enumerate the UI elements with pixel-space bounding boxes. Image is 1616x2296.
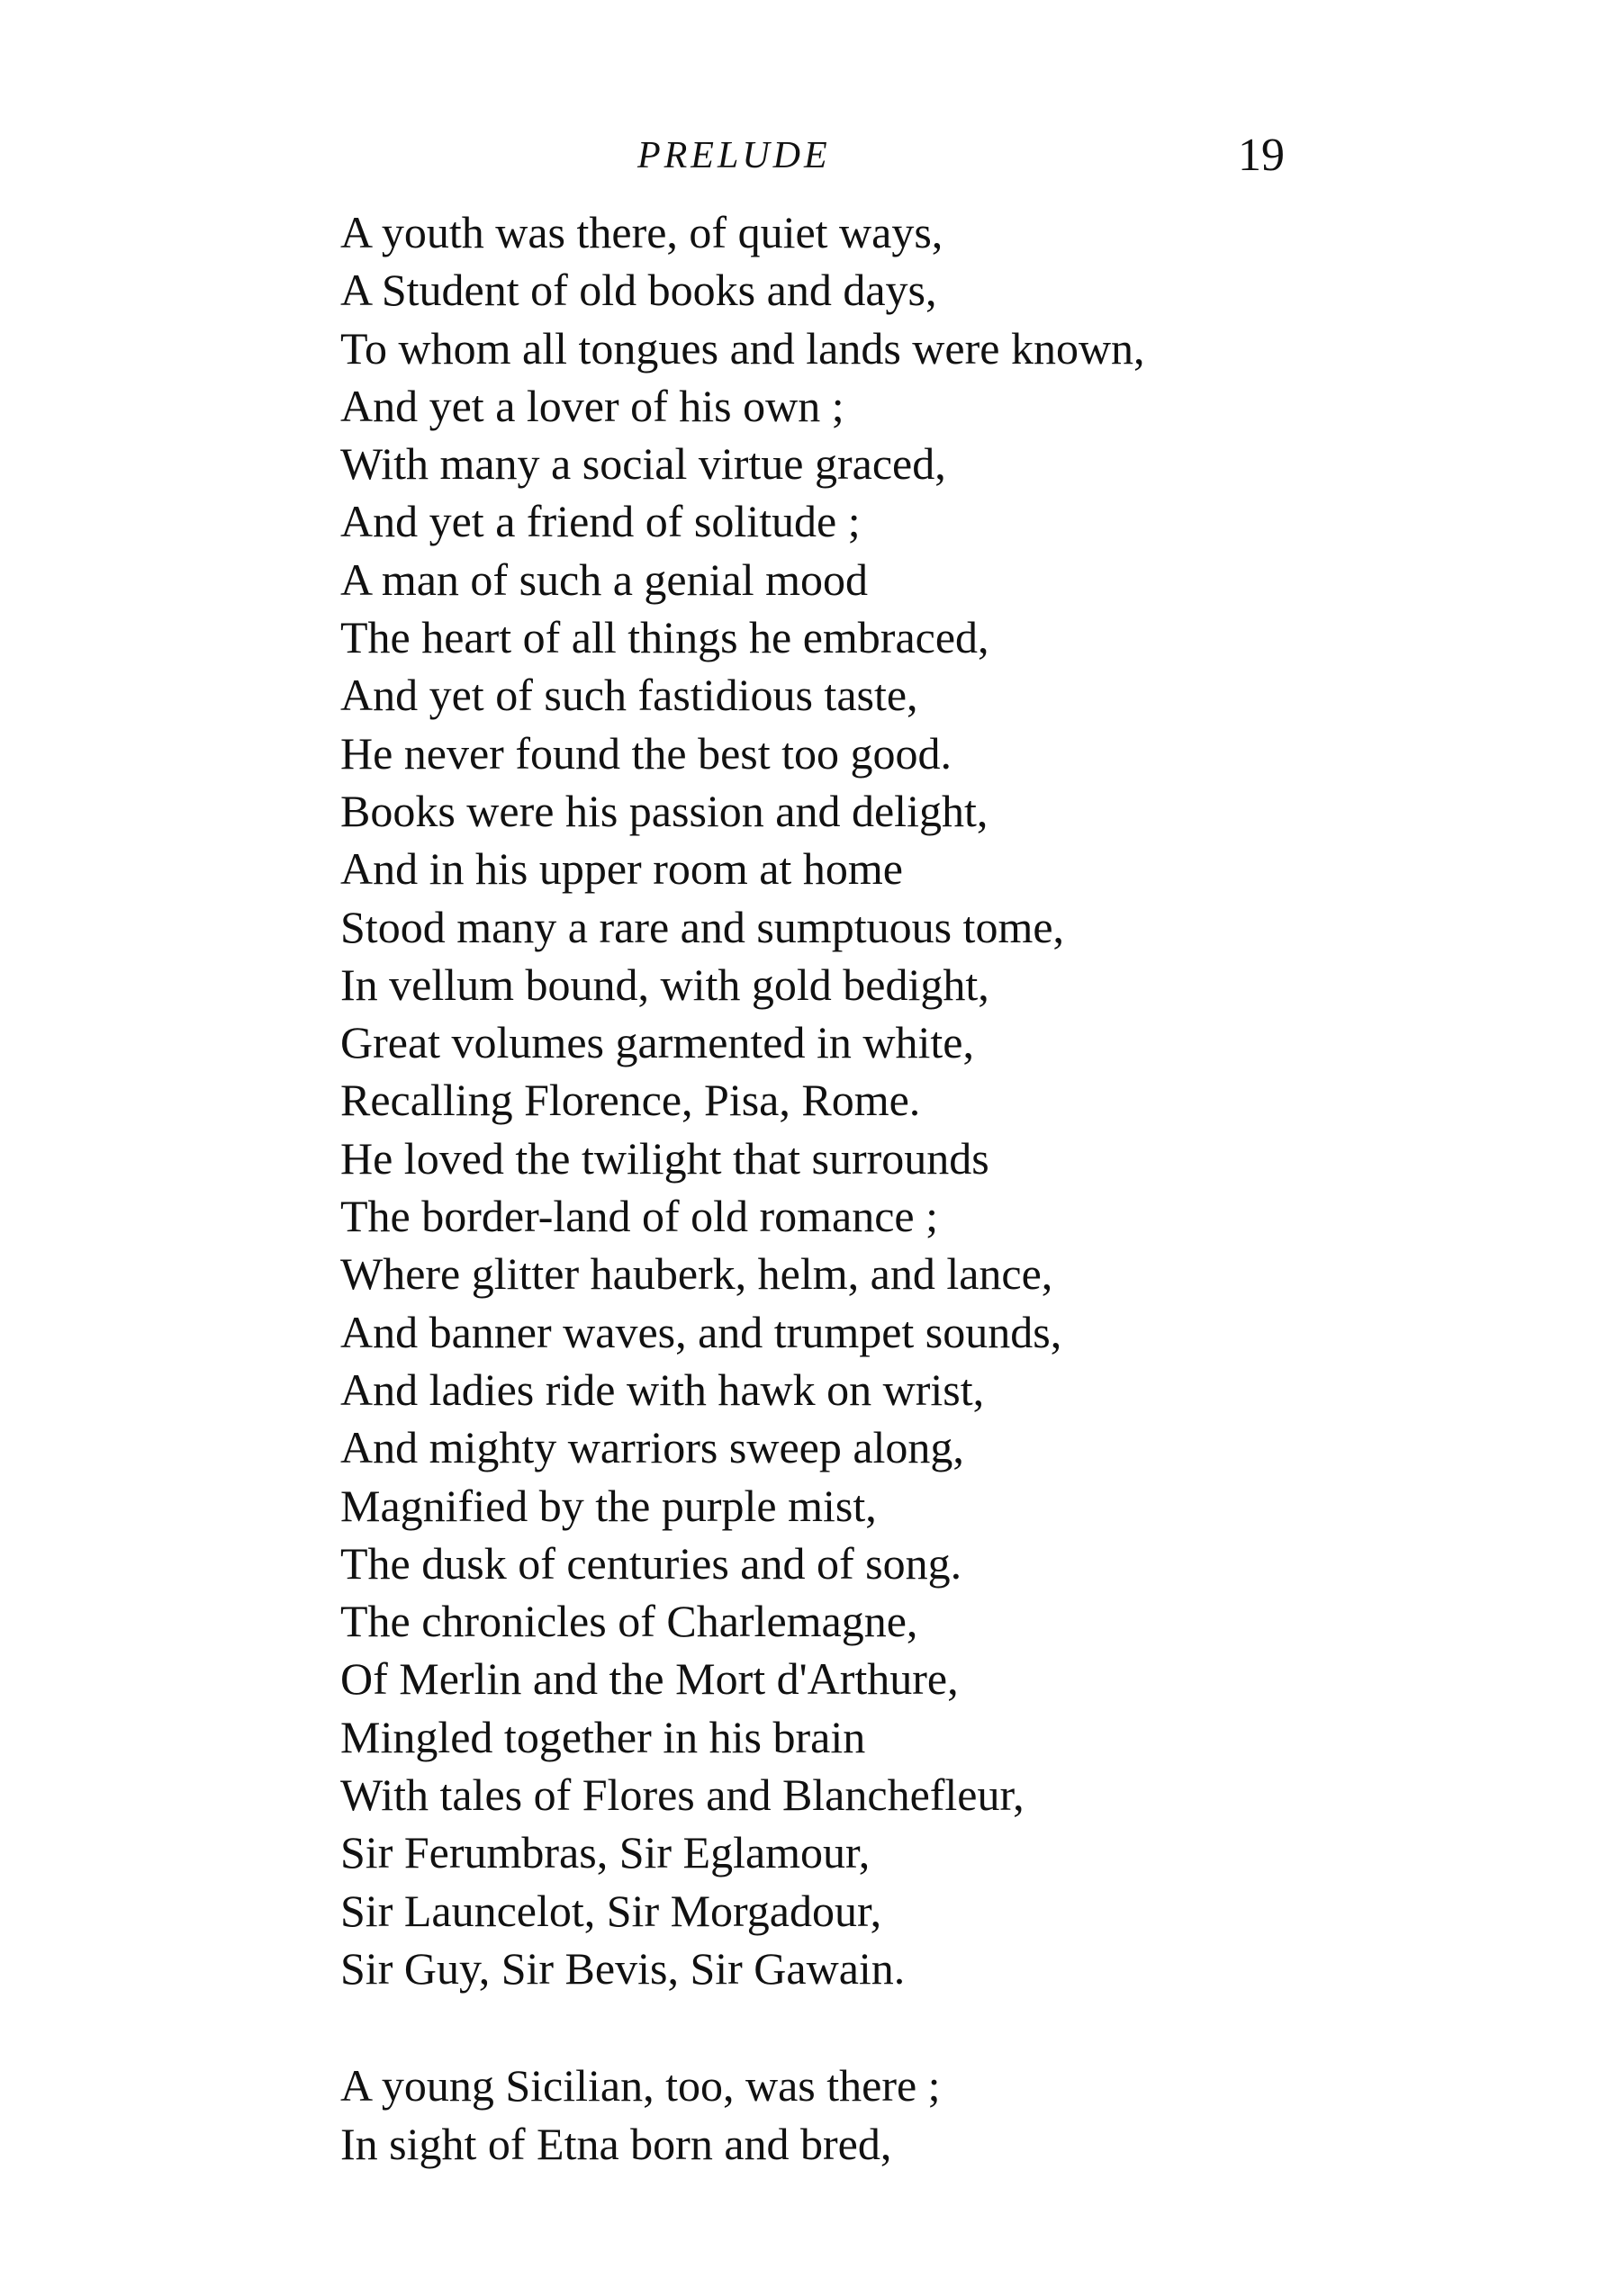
- verse-line: And yet a friend of solitude ;: [340, 496, 861, 547]
- verse-line: And mighty warriors sweep along,: [340, 1422, 964, 1473]
- stanza-1: [340, 203, 1421, 1997]
- verse-line: In sight of Etna born and bred,: [340, 2118, 892, 2169]
- verse-line: The dusk of centuries and of song.: [340, 1537, 962, 1589]
- running-title: PRELUDE: [637, 135, 831, 176]
- verse-line: Mingled together in his brain: [340, 1711, 866, 1762]
- verse-line: Of Merlin and the Mort d'Arthure,: [340, 1653, 959, 1705]
- verse-line: Stood many a rare and sumptuous tome,: [340, 901, 1065, 952]
- verse-line: Books were his passion and delight,: [340, 785, 989, 836]
- verse-line: And in his upper room at home: [340, 843, 903, 895]
- verse-line: And ladies ride with hawk on wrist,: [340, 1364, 985, 1415]
- verse-line: Magnified by the purple mist,: [340, 1480, 877, 1531]
- verse-line: Recalling Florence, Pisa, Rome.: [340, 1075, 921, 1126]
- verse-line: Sir Guy, Sir Bevis, Sir Gawain.: [340, 1942, 906, 1994]
- verse-line: In vellum bound, with gold bedight,: [340, 959, 989, 1010]
- verse-line: And yet a lover of his own ;: [340, 380, 844, 431]
- stanza-2: [340, 2057, 1421, 2173]
- verse-line: A man of such a genial mood: [340, 554, 868, 605]
- verse-line: A Student of old books and days,: [340, 265, 937, 316]
- verse-line: The chronicles of Charlemagne,: [340, 1596, 918, 1647]
- running-head: [0, 124, 1616, 187]
- verse-line: Where glitter hauberk, helm, and lance,: [340, 1248, 1053, 1300]
- verse-line: Sir Launcelot, Sir Morgadour,: [340, 1885, 882, 1936]
- verse-line: And banner waves, and trumpet sounds,: [340, 1306, 1062, 1357]
- page-number: 19: [1238, 130, 1285, 181]
- verse-line: A youth was there, of quiet ways,: [340, 207, 943, 257]
- verse-line: With many a social virtue graced,: [340, 438, 946, 490]
- verse-line: The heart of all things he embraced,: [340, 612, 989, 663]
- verse-line: A young Sicilian, too, was there ;: [340, 2060, 941, 2111]
- verse-line: And yet of such fastidious taste,: [340, 670, 918, 721]
- verse-line: Great volumes garmented in white,: [340, 1017, 974, 1068]
- poem-body: [340, 203, 1421, 2173]
- verse-line: With tales of Flores and Blanchefleur,: [340, 1769, 1025, 1821]
- verse-line: He never found the best too good.: [340, 727, 952, 779]
- verse-line: To whom all tongues and lands were known,: [340, 322, 1145, 374]
- verse-line: Sir Ferumbras, Sir Eglamour,: [340, 1827, 871, 1878]
- verse-line: He loved the twilight that surrounds: [340, 1132, 989, 1184]
- verse-line: The border-land of old romance ;: [340, 1191, 939, 1242]
